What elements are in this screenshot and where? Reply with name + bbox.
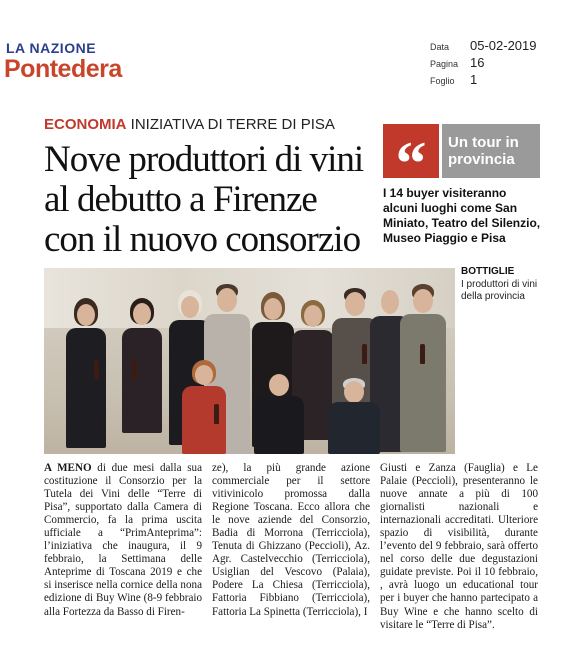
meta-value-sheet: 1	[470, 72, 478, 87]
sidebar-text: I 14 buyer visiteranno alcuni luoghi come San Miniato, Teatro del Silenzio, Museo Piaggio e Pisa	[383, 186, 541, 245]
meta-label-sheet: Foglio	[430, 76, 455, 86]
caption-title: BOTTIGLIE	[461, 266, 515, 277]
edition-name: Pontedera	[4, 55, 122, 83]
meta-value-date: 05-02-2019	[470, 38, 537, 53]
group-photo	[44, 268, 455, 454]
meta-label-date: Data	[430, 42, 450, 52]
caption-text: I produttori di vini della provincia	[461, 279, 538, 302]
article-headline: Nove produttori di vini al debutto a Firenze con il nuovo consorzio	[44, 139, 364, 260]
body-column-2	[212, 462, 370, 619]
lead-in: A MENO	[44, 462, 92, 474]
column-3-text: Giusti e Zanza (Fauglia) e Le Palaie (Peccioli), presenteranno le nuove annate a più di 100 giornalisti nazionali e internazionali accreditati. Ulteriore spazio di visibilità, durante l’evento del 9 febbraio, sarà offerto nel corso delle due degustazioni guidate previste. Poi il 10 febbraio, , avrà luogo un educational tour per i buyer che hanno partecipato a Buy Wine e che hanno scelto di visitare le “Terre di Pisa”.	[380, 462, 538, 631]
meta-value-page: 16	[470, 55, 485, 70]
column-1-text: di due mesi dalla sua costituzione il Consorzio per la Tutela dei Vini delle “Terre di Pisa”, supportato dalla Camera di Commercio, fa la prima uscita ufficiale a “PrimAnteprima”: l’iniziativa che inaugura, il 9 febbraio, la Settimana delle Anteprime di Toscana 2019 e che si inserisce nella cornice della nona edizione di Buy Wine (8-9 febbraio alla Fortezza da Basso di Firen-	[44, 462, 202, 618]
column-2-text: ze), la più grande azione commerciale per il settore vitivinicolo promossa dalla Regione Toscana. Ecco allora che le nove aziende del Consorzio, Badia di Morrona (Terricciola), Tenuta di Ghizzano (Peccioli), Az. Agr. Castelvecchio (Terricciola), Usiglian del Vescovo (Palaia), Podere La Chiesa (Terricciola), Fattoria Fibbiano (Terricciola), Fattoria La Spinetta (Terricciola), I	[212, 462, 370, 618]
sidebar-box-title: Un tour in provincia	[442, 124, 540, 178]
kicker-label: INIZIATIVA DI TERRE DI PISA	[130, 116, 335, 133]
body-column-3	[380, 462, 538, 632]
body-column-1	[44, 462, 202, 619]
publication-name: LA NAZIONE	[6, 40, 97, 56]
article-kicker	[44, 116, 335, 133]
meta-label-page: Pagina	[430, 59, 459, 69]
quote-icon: “	[383, 124, 439, 178]
section-label: ECONOMIA	[44, 116, 127, 133]
